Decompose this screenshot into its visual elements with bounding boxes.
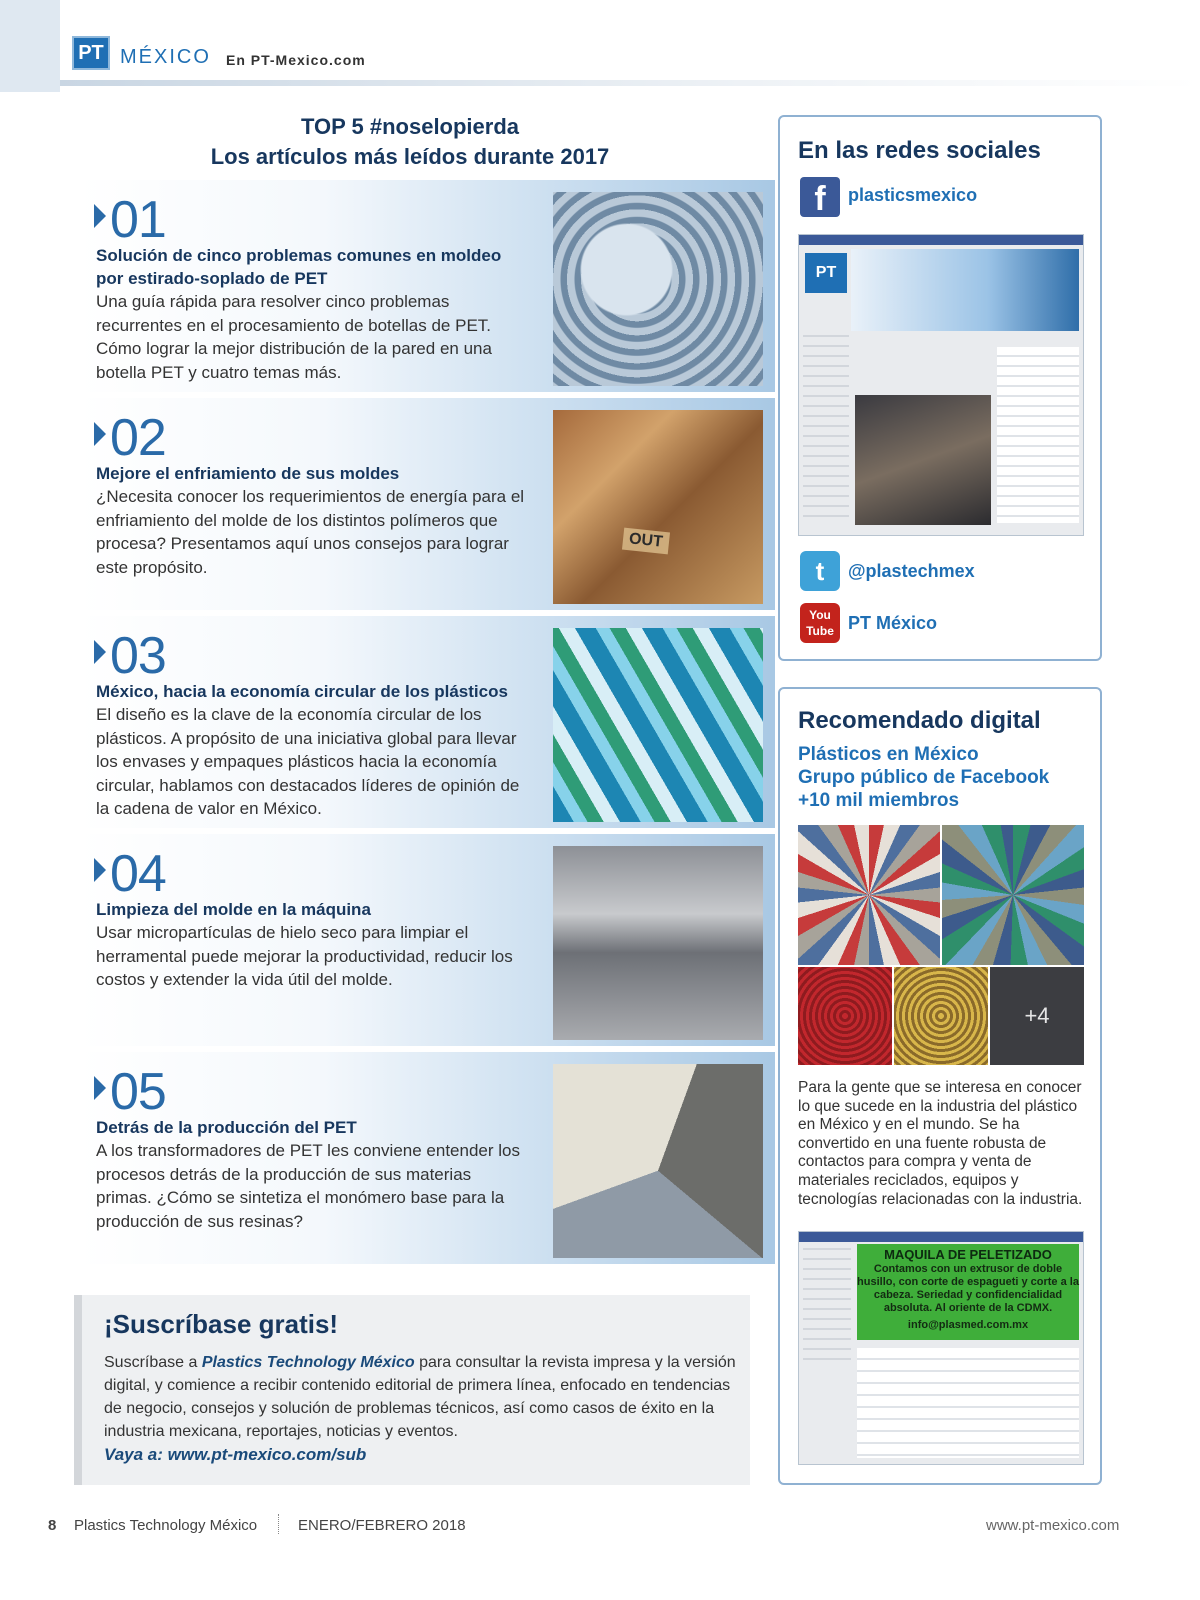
arrow-right-icon <box>94 1076 106 1100</box>
article-body: Usar micropartículas de hielo seco para limpiar el herramental puede mejorar la productividad, reducir los costos y extender la vida útil del molde. <box>96 923 513 990</box>
article-headline[interactable]: Detrás de la producción del PET <box>96 1118 357 1137</box>
facebook-post-photo <box>855 395 991 525</box>
group-photo-grid <box>798 825 1084 1065</box>
twitter-icon[interactable]: t <box>800 551 840 591</box>
ad-title: MAQUILA DE PELETIZADO <box>884 1247 1052 1262</box>
subscribe-body <box>104 1351 744 1443</box>
title-line-2: Los artículos más leídos durante 2017 <box>210 144 610 169</box>
article-photo-recycled-bottles <box>553 628 763 822</box>
facebook-topbar <box>799 235 1083 245</box>
arrow-right-icon <box>94 422 106 446</box>
article-number: 01 <box>110 191 166 249</box>
article-card-05[interactable] <box>80 1052 775 1264</box>
subscribe-brand: Plastics Technology México <box>201 1354 415 1371</box>
recommended-group-info <box>798 743 1049 812</box>
twitter-handle[interactable]: @plastechmex <box>848 561 975 581</box>
photo-green-blue-flakes <box>942 825 1084 965</box>
page-number: 8 <box>48 1517 57 1534</box>
photo-out-label: OUT <box>622 528 670 555</box>
recommended-box <box>778 687 1102 1485</box>
arrow-right-icon <box>94 204 106 228</box>
youtube-icon-line-1: You <box>809 608 831 622</box>
article-photo-resin-pellets <box>553 1064 763 1258</box>
article-headline[interactable]: Mejore el enfriamiento de sus moldes <box>96 464 400 483</box>
article-headline[interactable]: México, hacia la economía circular de los plásticos <box>96 682 508 701</box>
ad-email: info@plasmed.com.mx <box>907 1319 1029 1331</box>
ad-text: Contamos con un extrusor de doble husillo, con corte de espagueti y corte a la cabeza. Seriedad y confidencialidad absoluta. Al oriente de la CDMX. <box>857 1263 1079 1314</box>
article-number: 02 <box>110 409 166 467</box>
subscribe-link[interactable]: Vaya a: www.pt-mexico.com/sub <box>104 1445 367 1464</box>
youtube-icon-line-2: Tube <box>806 624 834 638</box>
facebook-sidebar <box>803 335 849 525</box>
page-title <box>180 112 640 172</box>
subscribe-title: ¡Suscríbase gratis! <box>104 1309 339 1339</box>
pt-logo: PT <box>72 36 110 70</box>
more-photos-tile[interactable]: +4 <box>990 967 1084 1065</box>
footer-divider <box>278 1514 279 1534</box>
facebook-topbar <box>799 1232 1083 1242</box>
footer-url[interactable]: www.pt-mexico.com <box>986 1517 1120 1534</box>
article-headline[interactable]: Solución de cinco problemas comunes en moldeo por estirado-soplado de PET <box>96 246 502 288</box>
recommended-description: Para la gente que se interesa en conocer lo que sucede en la industria del plástico en México y en el mundo. Se ha convertido en una fuente robusta de contactos para compra y venta de materiales reciclados, equipos y tecnologías relacionadas con la industria. <box>798 1079 1083 1208</box>
group-name[interactable]: Plásticos en México <box>798 744 979 765</box>
photo-red-pellets <box>798 967 892 1065</box>
article-photo-pet-bottle <box>553 192 763 386</box>
article-body: Una guía rápida para resolver cinco problemas recurrentes en el procesamiento de botellas de PET. Cómo lograr la mejor distribución de la pared en una botella PET y cuatro temas más. <box>96 292 492 382</box>
recommended-title: Recomendado digital <box>798 707 1041 734</box>
article-card-01[interactable] <box>80 180 775 392</box>
youtube-icon[interactable] <box>800 603 840 643</box>
social-box <box>778 115 1102 661</box>
brand-name: MÉXICO <box>120 46 211 68</box>
article-body: A los transformadores de PET les conviene entender los procesos detrás de la producción de sus materias primas. ¿Cómo se sintetiza el monómero base para la producción de sus resinas? <box>96 1141 520 1231</box>
youtube-channel[interactable]: PT México <box>848 613 938 633</box>
subscribe-box <box>74 1295 750 1485</box>
group-feed <box>857 1348 1079 1458</box>
facebook-handle[interactable]: plasticsmexico <box>848 185 978 205</box>
group-cover-ad <box>857 1244 1079 1340</box>
facebook-profile-logo: PT <box>805 253 847 293</box>
article-card-02[interactable] <box>80 398 775 610</box>
group-type: Grupo público de Facebook <box>798 767 1050 788</box>
subscribe-body-prefix: Suscríbase a <box>104 1354 202 1371</box>
group-sidebar <box>803 1248 851 1368</box>
article-photo-mold <box>553 846 763 1040</box>
arrow-right-icon <box>94 858 106 882</box>
article-number: 05 <box>110 1063 166 1121</box>
facebook-cover-image <box>851 249 1079 331</box>
header-rule <box>60 80 1200 86</box>
section-label: En PT-Mexico.com <box>226 52 366 68</box>
article-number: 04 <box>110 845 166 903</box>
photo-yellow-pellets <box>894 967 988 1065</box>
article-body: El diseño es la clave de la economía circular de los plásticos. A propósito de una iniciativa global para llevar los envases y empaques plásticos hacia la economía circular, hablamos con destacados líderes de opinión de la cadena de valor en México. <box>96 705 520 819</box>
social-title: En las redes sociales <box>798 137 1041 164</box>
article-headline[interactable]: Limpieza del molde en la máquina <box>96 900 371 919</box>
facebook-group-screenshot <box>798 1231 1084 1465</box>
facebook-icon[interactable]: f <box>800 177 840 217</box>
article-number: 03 <box>110 627 166 685</box>
facebook-page-screenshot <box>798 234 1084 536</box>
subscribe-body-rest: para consultar la revista impresa y la versión digital, y comience a recibir contenido editorial de primera línea, enfocado en tendencias de negocio, consejos y solución de problemas técnicos, así como casos de éxito en la industria mexicana, reportajes, noticias y eventos. <box>104 1354 736 1440</box>
photo-mixed-flakes <box>798 825 940 965</box>
facebook-info-column <box>997 347 1079 523</box>
group-members: +10 mil miembros <box>798 790 960 811</box>
article-photo-mold-fittings <box>553 410 763 604</box>
page-header <box>0 0 1200 92</box>
article-card-03[interactable] <box>80 616 775 828</box>
footer-issue: ENERO/FEBRERO 2018 <box>298 1517 466 1534</box>
title-line-1: TOP 5 #noselopierda <box>300 114 520 139</box>
article-card-04[interactable] <box>80 834 775 1046</box>
article-body: ¿Necesita conocer los requerimientos de energía para el enfriamiento del molde de los distintos polímeros que procesa? Presentamos aquí unos consejos para lograr este propósito. <box>96 487 525 577</box>
footer-publication: Plastics Technology México <box>74 1517 258 1534</box>
arrow-right-icon <box>94 640 106 664</box>
header-side-band <box>0 0 60 92</box>
